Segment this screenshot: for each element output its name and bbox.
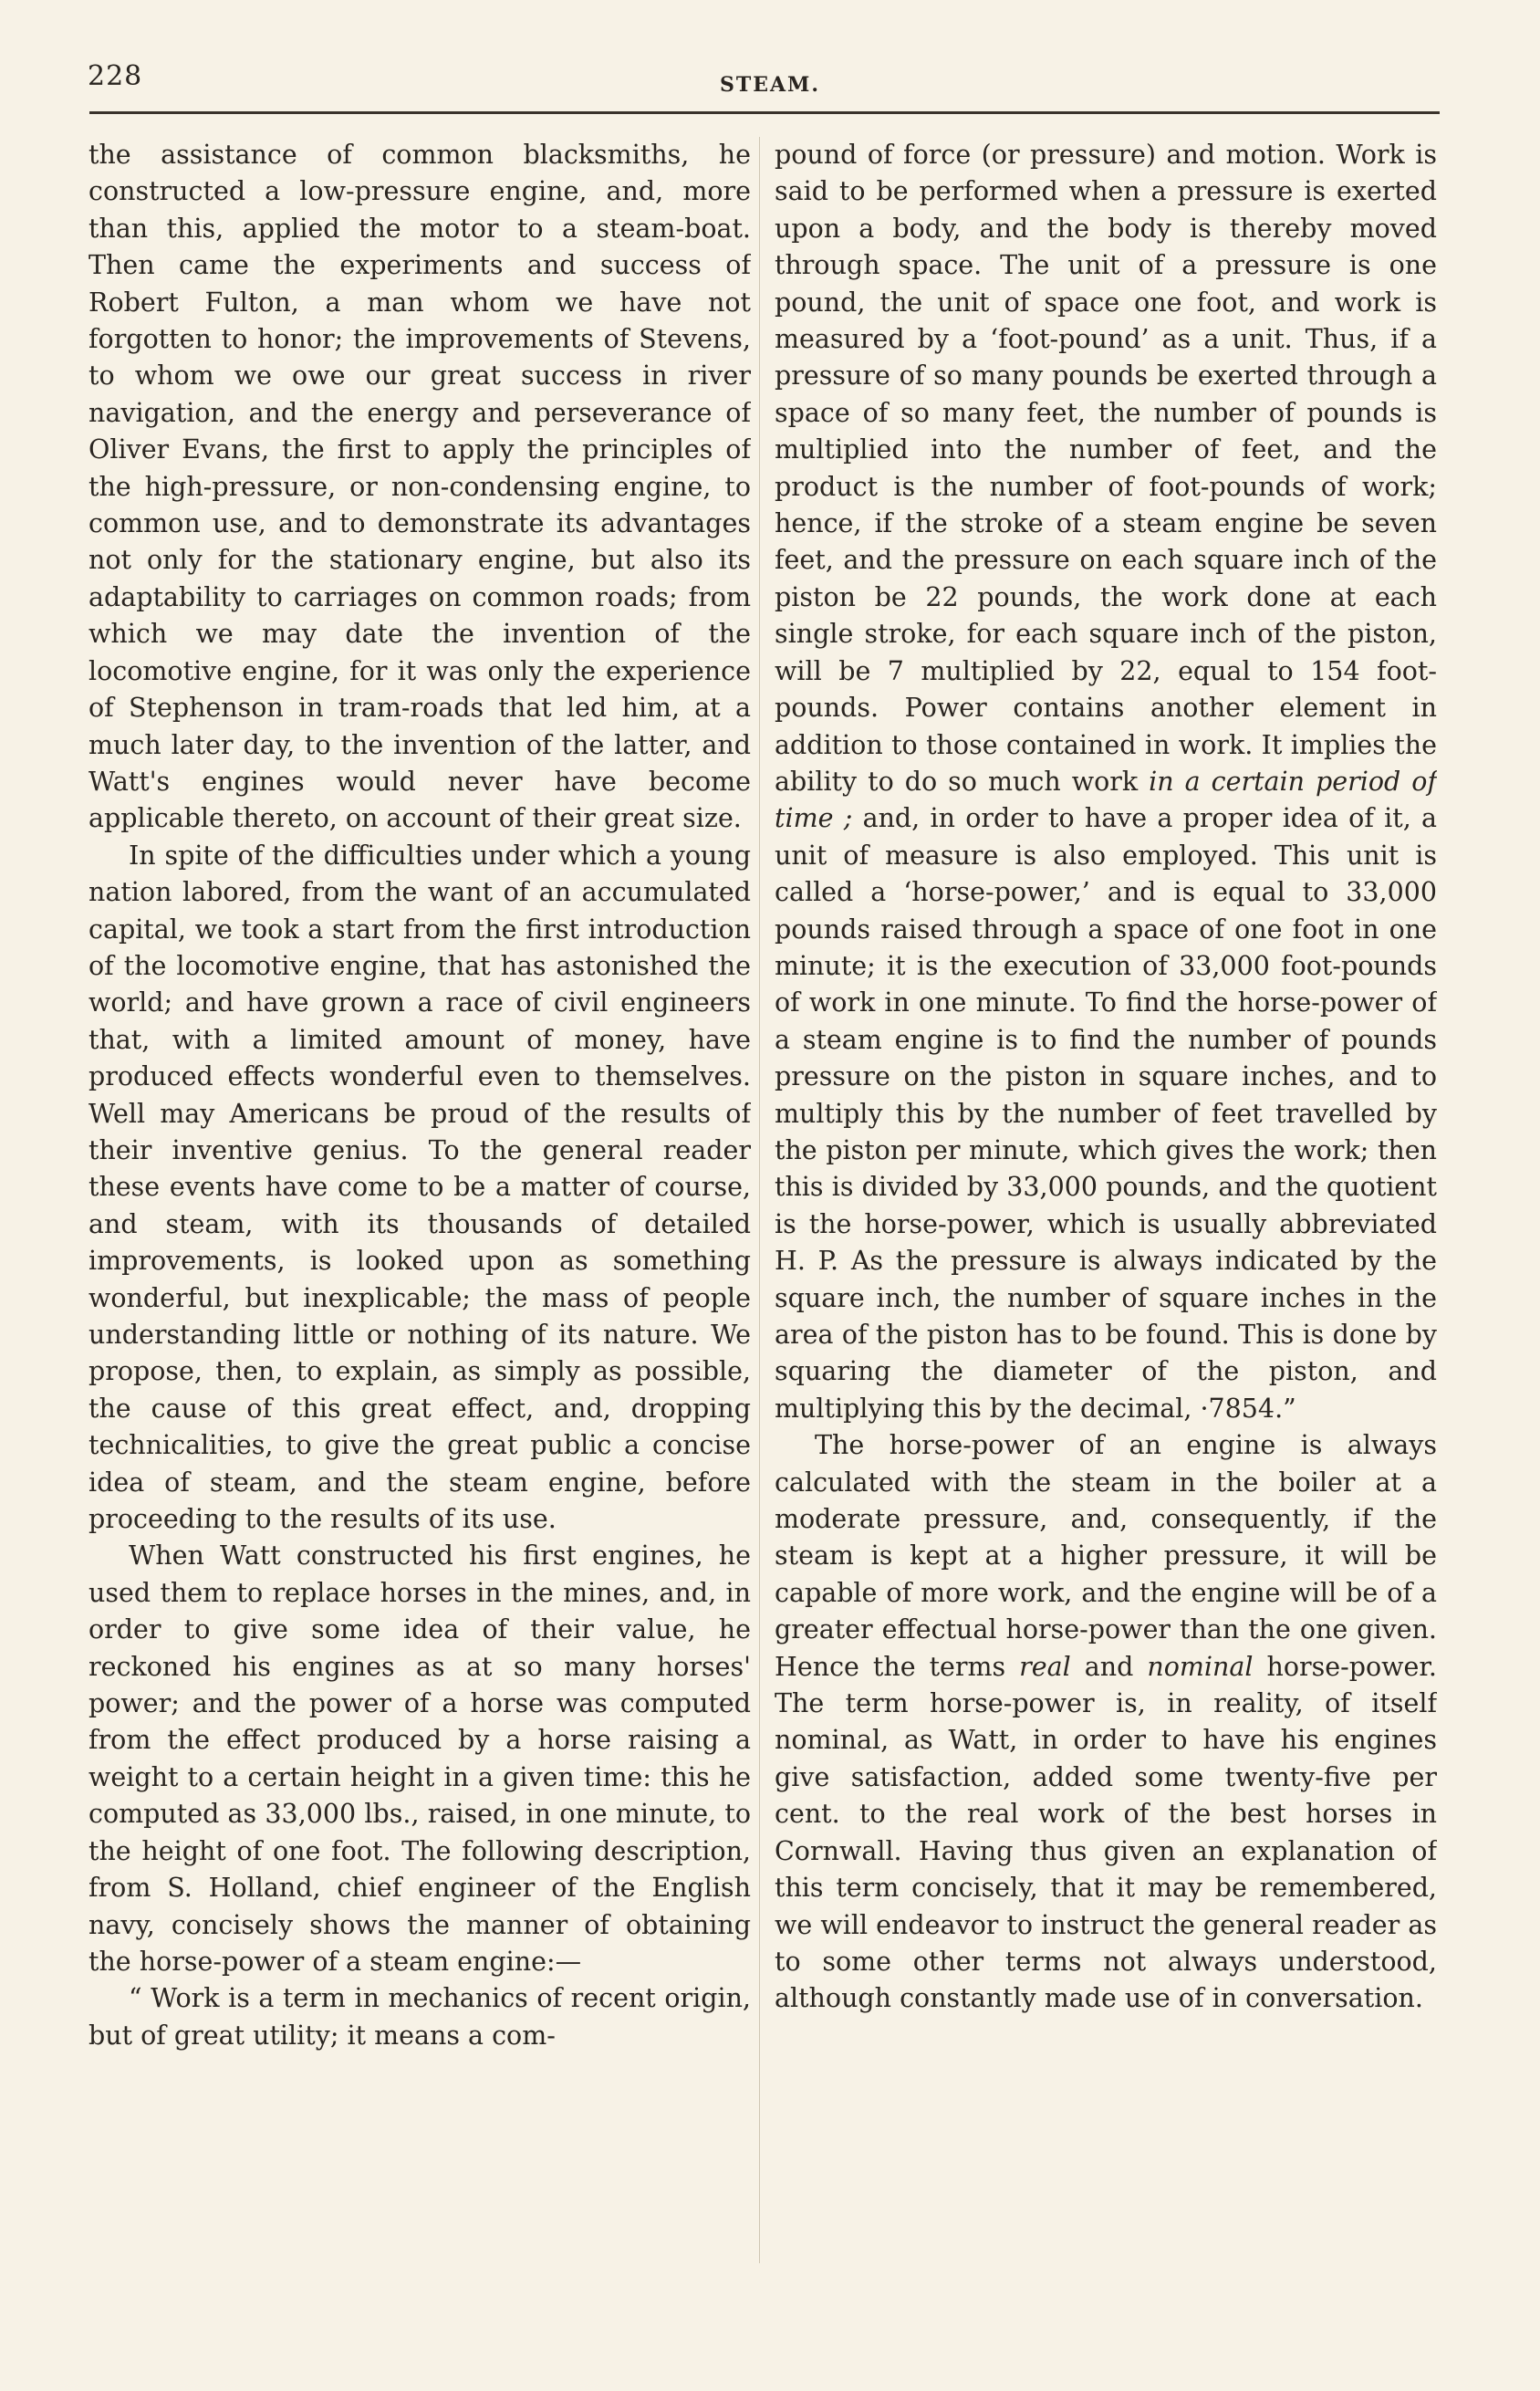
text-run: and (1070, 1651, 1148, 1682)
paragraph: the assistance of common blacksmiths, he constructed a low-pressure engine, and, more than this, applied the motor to a steam-boat. Then came the experiments and success of Robert Fulton, a man whom we have not forgotten to honor; the improvements of Stevens, to whom we owe our great success in river navigation, and the energy and perseverance of Oliver Evans, the first to apply the principles of the high-pressure, or non-condensing engine, to common use, and to demonstrate its advantages not only for the stationary engine, but also its adaptability to carriages on common roads; from which we may date the invention of the locomotive engine, for it was only the experience of Stephenson in tram-roads that led him, at a much later day, to the invention of the latter, and Watt's engines would never have become applicable thereto, on account of their great size. (88, 140, 751, 834)
right-column (775, 137, 1437, 2263)
italic-text: in a certain period of time ; (775, 766, 1437, 834)
page-number: 228 (88, 60, 143, 92)
header-rule (89, 111, 1440, 114)
left-column (88, 137, 751, 2263)
text-run: The horse-power of an engine is always calculated with the steam in the boiler at a moderate pressure, and, consequently, if the steam is kept at a higher pressure, it will be capable of more work, and the engine will be of a greater effectual horse-power than the one given. Hence the terms (775, 1430, 1437, 1682)
running-head: STEAM. (719, 73, 821, 97)
paragraph: “ Work is a term in mechanics of recent origin, but of great utility; it means a com- (88, 1983, 751, 2051)
column-divider (759, 137, 760, 2263)
paragraph: When Watt constructed his first engines, he used them to replace horses in the mines, and, in order to give some idea of their value, he reckoned his engines as at so many horses' power; and the power of a horse was computed from the effect produced by a horse raising a weight to a certain height in a given time: this he computed as 33,000 lbs., raised, in one minute, to the height of one foot. The following description, from S. Holland, chief engineer of the English navy, concisely shows the manner of obtaining the horse-power of a steam engine:— (88, 1540, 751, 1977)
italic-text: nominal (1147, 1651, 1254, 1682)
italic-text: real (1019, 1651, 1071, 1682)
text-run: horse-power. The term horse-power is, in reality, of itself nominal, as Watt, in order to have his engines give satisfaction, added some twenty-five per cent. to the real work of the best horses in Cornwall. Having thus given an explanation of this term concisely, that it may be remembered, we will endeavor to instruct the general reader as to some other terms not always understood, although constantly made use of in conversation. (775, 1651, 1437, 2014)
paragraph: In spite of the difficulties under which a young nation labored, from the want of an accumulated capital, we took a start from the first introduction of the locomotive engine, that has astonished the world; and have grown a race of civil engineers that, with a limited amount of money, have produced effects wonderful even to themselves. Well may Americans be proud of the results of their inventive genius. To the general reader these events have come to be a matter of course, and steam, with its thousands of detailed improvements, is looked upon as something wonderful, but inexplicable; the mass of people understanding little or nothing of its nature. We propose, then, to explain, as simply as possible, the cause of this great effect, and, dropping technicalities, to give the great public a concise idea of steam, and the steam engine, before proceeding to the results of its use. (88, 840, 751, 1535)
text-run: pound of force (or pressure) and motion. Work is said to be performed when a pressure is exerted upon a body, and the body is thereby moved through space. The unit of a pressure is one pound, the unit of space one foot, and work is measured by a ‘foot-pound’ as a unit. Thus, if a pressure of so many pounds be exerted through a space of so many feet, the number of pounds is multiplied into the number of feet, and the product is the number of foot-pounds of work; hence, if the stroke of a steam engine be seven feet, and the pressure on each square inch of the piston be 22 pounds, the work done at each single stroke, for each square inch of the piston, will be 7 multiplied by 22, equal to 154 foot-pounds. Power contains another element in addition to those contained in work. It implies the ability to do so much work (775, 140, 1437, 797)
text-run: and, in order to have a proper idea of it, a unit of measure is also employed. This unit is called a ‘horse-power,’ and is equal to 33,000 pounds raised through a space of one foot in one minute; it is the execution of 33,000 foot-pounds of work in one minute. To find the horse-power of a steam engine is to find the number of pounds pressure on the piston in square inches, and to multiply this by the number of feet travelled by the piston per minute, which gives the work; then this is divided by 33,000 pounds, and the quotient is the horse-power, which is usually abbreviated H. P. As the pressure is always indicated by the square inch, the number of square inches in the area of the piston has to be found. This is done by squaring the diameter of the piston, and multiplying this by the decimal, ·7854.” (775, 803, 1437, 1424)
paragraph (775, 1427, 1437, 2018)
paragraph (775, 137, 1437, 1427)
